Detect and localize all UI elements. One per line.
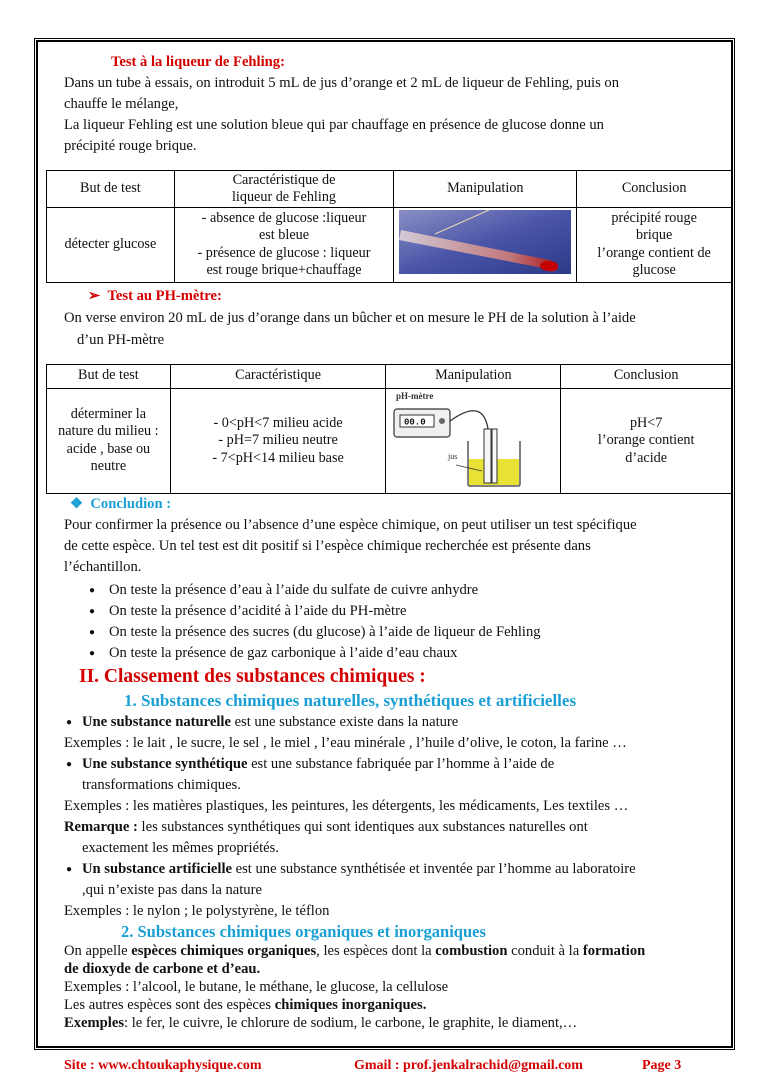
footer-gmail: Gmail : prof.jenkalrachid@gmail.com	[354, 1058, 583, 1073]
inorganique-examples: Exemples: le fer, le cuivre, le chlorure de sodium, le carbone, le graphite, le diament,…	[64, 1015, 578, 1031]
section-II-title: II. Classement des substances chimiques :	[79, 666, 426, 687]
ph-electrode	[484, 429, 491, 483]
table-header: Conclusion	[577, 171, 732, 208]
table-header: Manipulation	[394, 171, 577, 208]
ph-meter-readout: 00.0	[404, 417, 426, 427]
table-row	[47, 171, 732, 208]
fehling-text-2: chauffe le mélange,	[64, 96, 179, 112]
ph-text-2: d’un PH-mètre	[77, 331, 165, 348]
ph-meter-cable	[450, 410, 488, 428]
table-cell: - 0<pH<7 milieu acide - pH=7 milieu neutre - 7<pH<14 milieu base	[170, 388, 386, 494]
section-1-title: 1. Substances chimiques naturelles, synthétiques et artificielles	[124, 691, 577, 710]
remarque-cont: exactement les mêmes propriétés.	[82, 840, 279, 856]
artificielle-examples: Exemples : le nylon ; le polystyrène, le téflon	[64, 903, 330, 919]
conclusion-title: ❖ Concludion :	[70, 496, 172, 512]
fehling-text-4: précipité rouge brique.	[64, 138, 197, 154]
ph-meter-label: pH-mètre	[396, 390, 434, 401]
table-row	[47, 208, 732, 283]
conclusion-list	[64, 580, 724, 664]
table-cell: pH<7 l’orange contient d’acide	[561, 388, 732, 494]
footer-page-number: Page 3	[642, 1058, 682, 1073]
organique-definition: On appelle espèces chimiques organiques, les espèces dont la combustion conduit à la formation	[64, 943, 646, 959]
synthetique-definition-cont: transformations chimiques.	[82, 777, 241, 793]
table-row	[47, 364, 732, 388]
artificielle-definition-cont: ,qui n’existe pas dans la nature	[82, 882, 262, 898]
table-header: But de test	[47, 364, 171, 388]
remarque: Remarque : les substances synthétiques qui sont identiques aux substances naturelles ont	[64, 819, 588, 835]
ph-electrode	[492, 429, 497, 483]
diamond-bullet-icon: ❖	[70, 496, 91, 512]
organique-definition-cont: de dioxyde de carbone et d’eau.	[64, 961, 261, 977]
list-item: ● On teste la présence d’acidité à l’aide du PH-mètre	[64, 601, 724, 622]
list-item: ● On teste la présence de gaz carbonique à l’aide d’eau chaux	[64, 643, 724, 664]
page-content	[58, 52, 724, 1032]
fehling-text-1: Dans un tube à essais, on introduit 5 mL de jus d’orange et 2 mL de liqueur de Fehling, puis on	[64, 75, 620, 91]
arrow-bullet-icon: ➢	[88, 287, 108, 304]
list-item: ● On teste la présence des sucres (du glucose) à l’aide de liqueur de Fehling	[64, 622, 724, 643]
naturelle-definition: ● Une substance naturelle est une substance existe dans la nature	[64, 712, 724, 733]
table-cell: précipité rouge brique l’orange contient de glucose	[577, 208, 732, 283]
artificielle-definition: ● Un substance artificielle est une substance synthétisée et inventée par l’homme au laboratoire	[64, 859, 724, 880]
table-cell: déterminer la nature du milieu : acide , base ou neutre	[47, 388, 171, 494]
table-header: Caractéristique de liqueur de Fehling	[174, 171, 394, 208]
table-header: Caractéristique	[170, 364, 386, 388]
table-row	[47, 388, 732, 494]
ph-meter-image	[386, 388, 561, 494]
ph-table	[46, 364, 732, 495]
naturelle-examples: Exemples : le lait , le sucre, le sel , le miel , l’eau minérale , l’huile d’olive, le coton, la farine …	[64, 735, 627, 751]
organique-examples: Exemples : l’alcool, le butane, le méthane, le glucose, la cellulose	[64, 979, 449, 995]
fehling-text-3: La liqueur Fehling est une solution bleue qui par chauffage en présence de glucose donne un	[64, 117, 604, 133]
table-cell: - absence de glucose :liqueur est bleue - présence de glucose : liqueur est rouge brique+chauffage	[174, 208, 394, 283]
juice-label: jus	[448, 451, 458, 461]
fehling-table	[46, 170, 732, 283]
synthetique-definition: ● Une substance synthétique est une substance fabriquée par l’homme à l’aide de	[64, 754, 724, 775]
inorganique-definition: Les autres espèces sont des espèces chimiques inorganiques.	[64, 997, 427, 1013]
conclusion-text-3: l’échantillon.	[64, 559, 142, 575]
list-item: ● On teste la présence d’eau à l’aide du sulfate de cuivre anhydre	[64, 580, 724, 601]
table-cell: détecter glucose	[47, 208, 175, 283]
table-header: Manipulation	[386, 364, 561, 388]
conclusion-text-1: Pour confirmer la présence ou l’absence d’une espèce chimique, on peut utiliser un test spécifique	[64, 517, 637, 533]
footer-site: Site : www.chtoukaphysique.com	[64, 1058, 262, 1073]
synthetique-examples: Exemples : les matières plastiques, les peintures, les détergents, les médicaments, Les textiles …	[64, 798, 629, 814]
test-tube-photo	[399, 210, 571, 274]
ph-title: ➢ Test au PH-mètre:	[88, 287, 222, 304]
ph-meter-diagram	[388, 389, 558, 488]
fehling-tube-image	[394, 208, 577, 283]
section-2-title: 2. Substances chimiques organiques et inorganiques	[121, 922, 486, 941]
conclusion-text-2: de cette espèce. Un tel test est dit positif si l’espèce chimique recherchée est présente dans	[64, 538, 591, 554]
ph-meter-knob	[439, 418, 445, 424]
ph-text-1: On verse environ 20 mL de jus d’orange dans un bûcher et on mesure le PH de la solution à l’aide	[64, 309, 636, 326]
fehling-title: Test à la liqueur de Fehling:	[111, 54, 285, 70]
table-header: But de test	[47, 171, 175, 208]
table-header: Conclusion	[561, 364, 732, 388]
